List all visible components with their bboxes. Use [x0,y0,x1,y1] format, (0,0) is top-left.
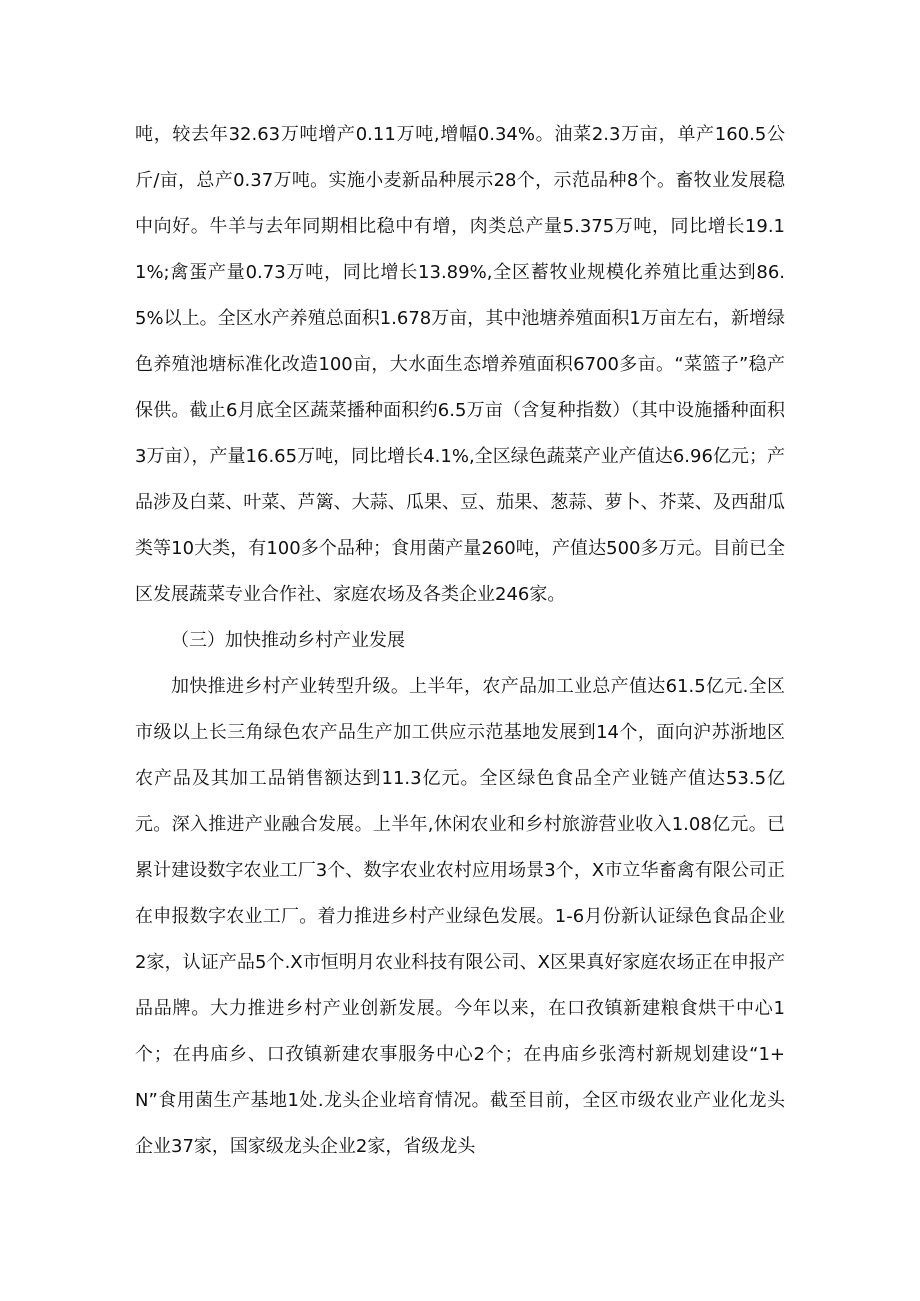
document-body [135,112,785,1170]
paragraph-agriculture-output: 吨，较去年32.63万吨增产0.11万吨,增幅0.34%。油菜2.3万亩，单产160.5公斤/亩，总产0.37万吨。实施小麦新品种展示28个，示范品种8个。畜牧业发展稳中向好。牛羊与去年同期相比稳中有增，肉类总产量5.375万吨，同比增长19.11%;禽蛋产量0.73万吨，同比增长13.89%,全区蓄牧业规模化养殖比重达到86.5%以上。全区水产养殖总面积1.678万亩，其中池塘养殖面积1万亩左右，新增绿色养殖池塘标准化改造100亩，大水面生态增养殖面积6700多亩。“菜篮子”稳产保供。截止6月底全区蔬菜播种面积约6.5万亩（含复种指数）（其中设施播种面积3万亩），产量16.65万吨，同比增长4.1%,全区绿色蔬菜产业产值达6.96亿元；产品涉及白菜、叶菜、芦篱、大蒜、瓜果、豆、茄果、葱蒜、萝卜、芥菜、及西甜瓜类等10大类，有100多个品种；食用菌产量260吨，产值达500多万元。目前已全区发展蔬菜专业合作社、家庭农场及各类企业246家。 [135,124,785,605]
section-heading-rural-industry: （三）加快推动乡村产业发展 [171,630,405,651]
paragraph-rural-industry-upgrade: 加快推进乡村产业转型升级。上半年，农产品加工业总产值达61.5亿元.全区市级以上长三角绿色农产品生产加工供应示范基地发展到14个，面向沪苏浙地区农产品及其加工品销售额达到11.3亿元。全区绿色食品全产业链产值达53.5亿元。深入推进产业融合发展。上半年,休闲农业和乡村旅游营业收入1.08亿元。已累计建设数字农业工厂3个、数字农业农村应用场景3个，X市立华畜禽有限公司正在申报数字农业工厂。着力推进乡村产业绿色发展。1-6月份新认证绿色食品企业2家，认证产品5个.X市恒明月农业科技有限公司、X区果真好家庭农场正在申报产品品牌。大力推进乡村产业创新发展。今年以来，在口孜镇新建粮食烘干中心1个；在冉庙乡、口孜镇新建农事服务中心2个；在冉庙乡张湾村新规划建设“1+N”食用菌生产基地1处.龙头企业培育情况。截至目前，全区市级农业产业化龙头企业37家，国家级龙头企业2家，省级龙头 [135,676,785,1157]
